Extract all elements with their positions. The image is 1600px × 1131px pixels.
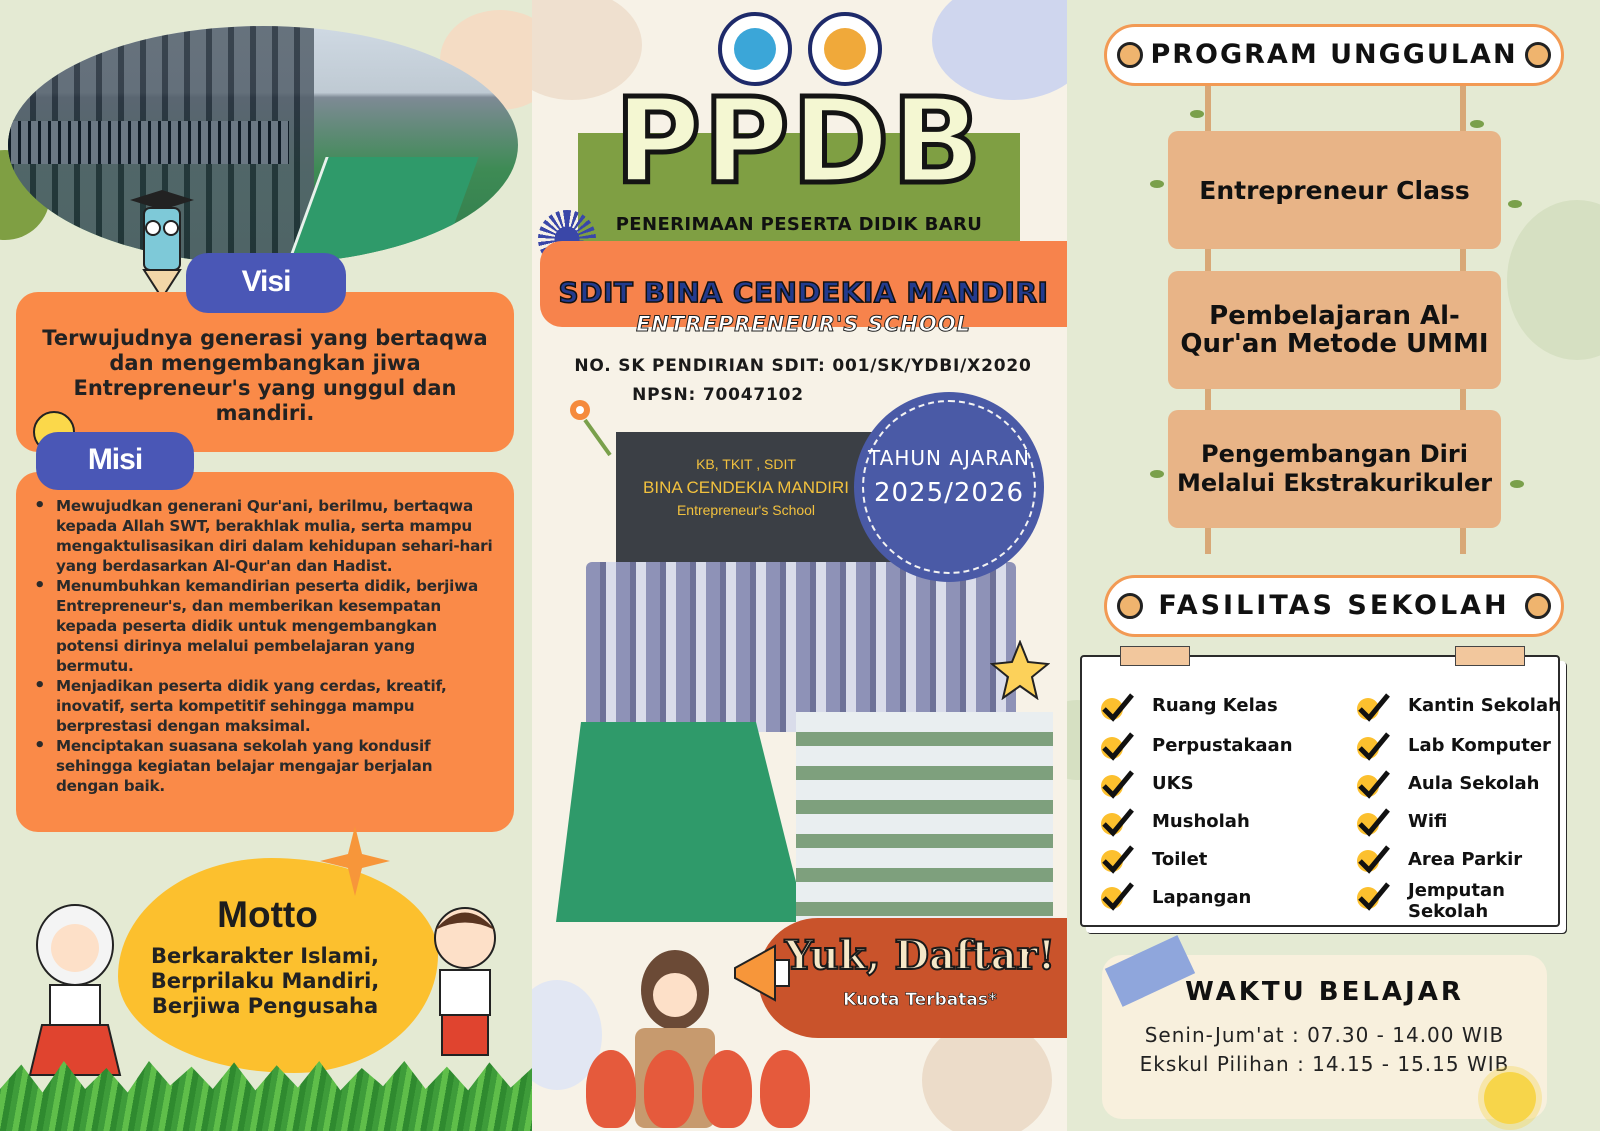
fasilitas-sekolah-header [1104, 575, 1564, 637]
misi-item: • Mewujudkan generani Qur'ani, berilmu, bertaqwa kepada Allah SWT, berakhlak mulia, serta mampu mengaktulisasikan diri dalam kehidupan sehari-hari yang berdasarkan Al-Qur'an dan Hadist. [34, 496, 494, 576]
sparkle-star-icon [320, 826, 390, 896]
fasilitas-item: Ruang Kelas [1152, 695, 1278, 716]
motto-line: Berjiwa Pengusaha [151, 994, 379, 1018]
fasilitas-item: Area Parkir [1408, 849, 1523, 870]
sign-line: BINA CENDEKIA MANDIRI [643, 478, 849, 497]
rope [1205, 528, 1211, 554]
checkmark-icon [1100, 808, 1134, 838]
waktu-belajar-title: WAKTU BELAJAR [1185, 977, 1464, 1007]
checkmark-icon [1356, 693, 1390, 723]
waktu-reguler: Senin-Jum'at : 07.30 - 14.00 WIB [1144, 1023, 1505, 1047]
star-mascot-icon [990, 640, 1050, 700]
court [556, 722, 806, 922]
rope [1205, 389, 1211, 411]
checkmark-icon [1356, 732, 1390, 762]
program-card: Entrepreneur Class [1168, 131, 1501, 249]
checkmark-icon [1100, 882, 1134, 912]
girl-character-icon [20, 900, 130, 1090]
rope [1205, 86, 1211, 132]
leaf-decor [1190, 110, 1204, 118]
rope [1460, 86, 1466, 132]
rope [1460, 528, 1466, 554]
motto-line: Berkarakter Islami, [151, 944, 379, 968]
school-sign [626, 452, 866, 542]
fasilitas-header-label: FASILITAS SEKOLAH [1158, 590, 1510, 621]
checkmark-icon [1100, 732, 1134, 762]
checkmark-icon [1100, 845, 1134, 875]
fasilitas-item: Aula Sekolah [1408, 773, 1540, 794]
fasilitas-item: Lapangan [1152, 887, 1252, 908]
school-building [796, 712, 1053, 922]
tape-decor [1455, 646, 1525, 666]
student-character-icon [760, 1050, 810, 1128]
fasilitas-item: Musholah [1152, 811, 1250, 832]
misi-list [34, 496, 494, 796]
leaf-decor [1150, 470, 1164, 478]
visi-text: Terwujudnya generasi yang bertaqwa dan mengembangkan jiwa Entrepreneur's yang unggul dan mandiri. [42, 326, 488, 425]
checkmark-icon [1356, 882, 1390, 912]
fasilitas-item: Kantin Sekolah [1408, 695, 1561, 716]
leaf-decor [1470, 120, 1484, 128]
fasilitas-item: Wifi [1408, 811, 1448, 832]
ppdb-title: PPDB [614, 72, 984, 210]
checkmark-icon [1356, 808, 1390, 838]
daftar-subtitle: Kuota Terbatas* [843, 990, 997, 1010]
leaf-decor [1150, 180, 1164, 188]
misi-item: • Menjadikan peserta didik yang cerdas, kreatif, inovatif, serta kompetitif sehingga mampu berprestasi dengan maksimal. [34, 676, 494, 736]
ppdb-subtitle: PENERIMAAN PESERTA DIDIK BARU [615, 214, 983, 235]
sk-number: NO. SK PENDIRIAN SDIT: 001/SK/YDBI/X2020 [574, 356, 1032, 376]
leaf-decor [1508, 200, 1522, 208]
fasilitas-item: Toilet [1152, 849, 1208, 870]
motto-text [120, 944, 410, 1019]
decor-blob [1507, 200, 1600, 360]
program-card: Pengembangan Diri Melalui Ekstrakurikuler [1168, 410, 1501, 528]
sun-icon [1484, 1072, 1536, 1124]
student-character-icon [702, 1050, 752, 1128]
checkmark-icon [1100, 770, 1134, 800]
waktu-ekskul: Ekskul Pilihan : 14.15 - 15.15 WIB [1139, 1052, 1510, 1076]
sign-line: KB, TKIT , SDIT [696, 456, 796, 472]
visi-box [16, 292, 514, 452]
rope [1205, 249, 1211, 272]
daftar-title: Yuk, Daftar! [784, 932, 1056, 979]
student-character-icon [644, 1050, 694, 1128]
fasilitas-item: Jemputan Sekolah [1408, 880, 1505, 922]
visi-tag: Visi [186, 253, 346, 313]
tahun-ajaran-label: TAHUN AJARAN [868, 446, 1030, 470]
program-card: Pembelajaran Al-Qur'an Metode UMMI [1168, 271, 1501, 389]
misi-item: • Menumbuhkan kemandirian peserta didik, berjiwa Entrepreneur's, dan memberikan kesempatan kepada peserta didik untuk mengembangkan potensi dirinya melalui pembelajaran yang bermutu. [34, 576, 494, 676]
leaf-decor [1510, 480, 1524, 488]
checkmark-icon [1356, 770, 1390, 800]
tahun-ajaran-year: 2025/2026 [873, 478, 1025, 508]
school-tagline: ENTREPRENEUR'S SCHOOL [636, 312, 971, 336]
school-name: SDIT BINA CENDEKIA MANDIRI [558, 276, 1049, 309]
npsn-number: NPSN: 70047102 [632, 385, 804, 405]
misi-tag: Misi [36, 432, 194, 490]
misi-box [16, 472, 514, 832]
school-building-photo [8, 26, 518, 264]
fasilitas-item: UKS [1152, 773, 1194, 794]
rope [1460, 389, 1466, 411]
fasilitas-item: Perpustakaan [1152, 735, 1293, 756]
program-header-label: PROGRAM UNGGULAN [1150, 39, 1518, 70]
program-unggulan-header [1104, 24, 1564, 86]
checkmark-icon [1100, 693, 1134, 723]
boy-character-icon [410, 890, 520, 1080]
student-character-icon [586, 1050, 636, 1128]
fasilitas-item: Lab Komputer [1408, 735, 1551, 756]
orange-flower-icon [560, 390, 620, 460]
checkmark-icon [1356, 845, 1390, 875]
rope [1460, 249, 1466, 272]
misi-item: • Menciptakan suasana sekolah yang kondusif sehingga kegiatan belajar mengajar berjalan dengan baik. [34, 736, 494, 796]
tape-decor [1120, 646, 1190, 666]
motto-line: Berprilaku Mandiri, [150, 969, 380, 993]
sign-line: Entrepreneur's School [676, 502, 816, 518]
motto-title: Motto [217, 894, 318, 935]
students-group [586, 562, 1016, 732]
